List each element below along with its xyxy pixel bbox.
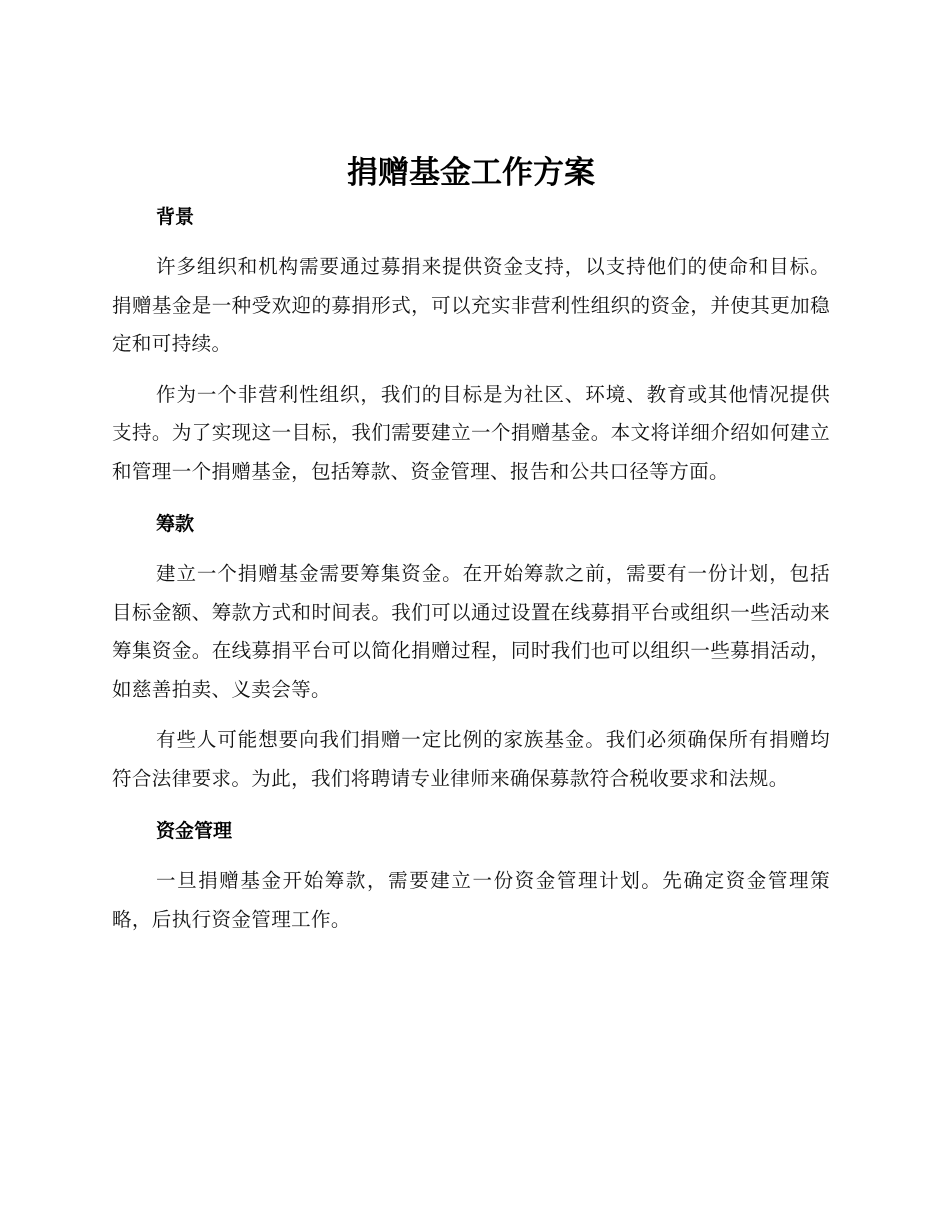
paragraph: 许多组织和机构需要通过募捐来提供资金支持，以支持他们的使命和目标。捐赠基金是一种受欢迎的募捐形式，可以充实非营利性组织的资金，并使其更加稳定和可持续。 xyxy=(112,255,830,355)
section-fundraising xyxy=(112,509,830,798)
paragraph: 建立一个捐赠基金需要筹集资金。在开始筹款之前，需要有一份计划，包括目标金额、筹款方式和时间表。我们可以通过设置在线募捐平台或组织一些活动来筹集资金。在线募捐平台可以简化捐赠过程，同时我们也可以组织一些募捐活动，如慈善拍卖、义卖会等。 xyxy=(112,562,830,701)
section-background xyxy=(112,202,830,491)
document-page xyxy=(112,150,830,951)
section-heading-fundraising: 筹款 xyxy=(156,513,195,535)
paragraph: 一旦捐赠基金开始筹款，需要建立一份资金管理计划。先确定资金管理策略，后执行资金管理工作。 xyxy=(112,869,830,931)
document-title: 捐赠基金工作方案 xyxy=(347,155,595,191)
paragraph: 作为一个非营利性组织，我们的目标是为社区、环境、教育或其他情况提供支持。为了实现这一目标，我们需要建立一个捐赠基金。本文将详细介绍如何建立和管理一个捐赠基金，包括筹款、资金管理、报告和公共口径等方面。 xyxy=(112,382,830,483)
section-heading-fund-management: 资金管理 xyxy=(156,820,233,842)
paragraph: 有些人可能想要向我们捐赠一定比例的家族基金。我们必须确保所有捐赠均符合法律要求。为此，我们将聘请专业律师来确保募款符合税收要求和法规。 xyxy=(112,728,830,790)
section-fund-management xyxy=(112,816,830,939)
section-heading-background: 背景 xyxy=(156,206,195,228)
